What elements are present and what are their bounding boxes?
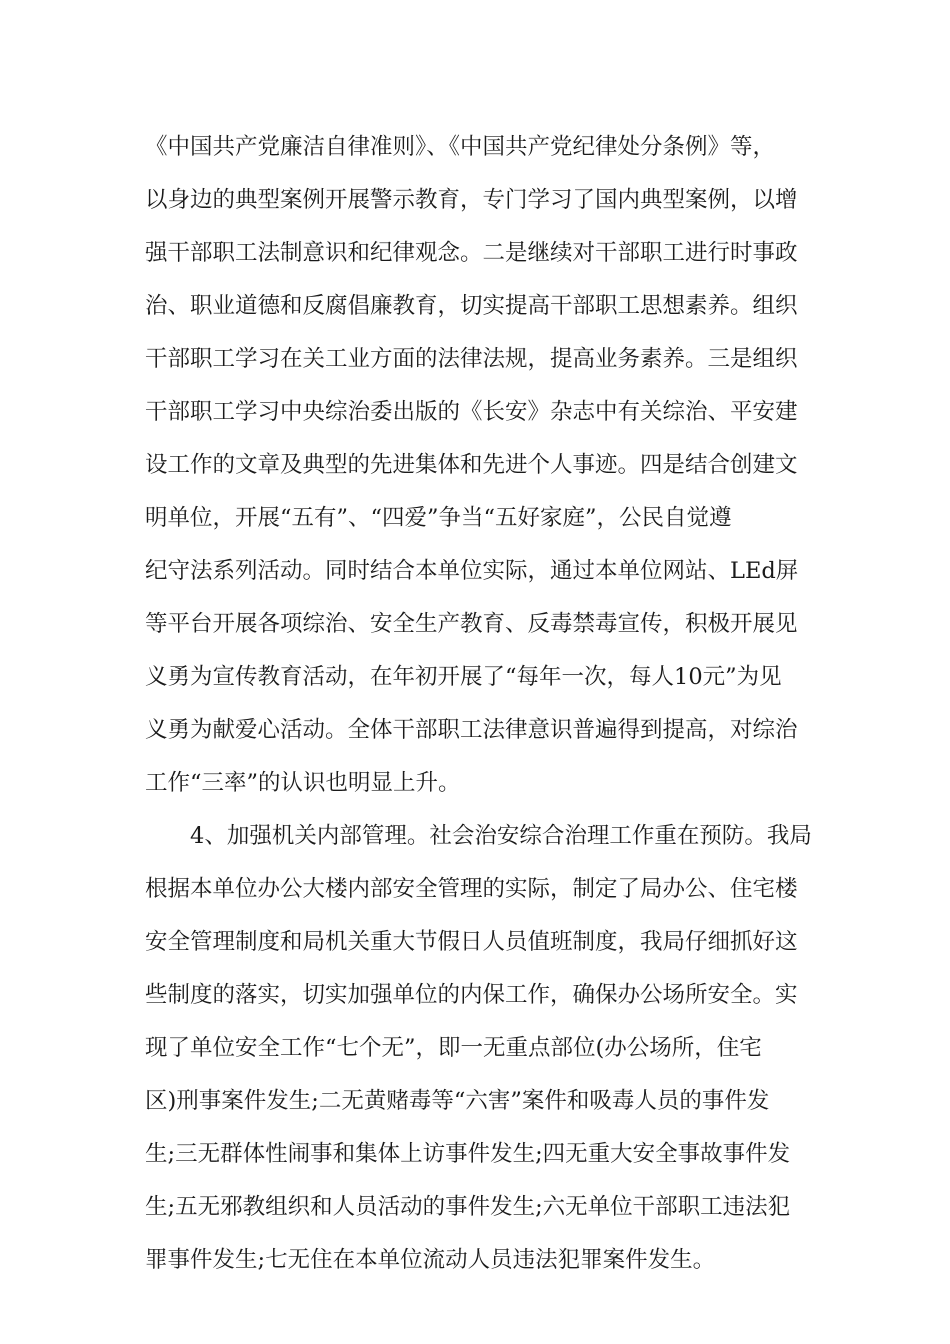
paragraph-2-line-6: 区)刑事案件发生;二无黄赌毒等“六害”案件和吸毒人员的事件发 xyxy=(145,1088,770,1114)
paragraph-2-line-7: 生;三无群体性闹事和集体上访事件发生;四无重大安全事故事件发 xyxy=(145,1141,791,1167)
paragraph-1-line-6: 干部职工学习中央综治委出版的《长安》杂志中有关综治、平安建 xyxy=(145,399,798,425)
paragraph-1-line-5: 干部职工学习在关工业方面的法律法规，提高业务素养。三是组织 xyxy=(145,346,798,372)
paragraph-2-line-4: 些制度的落实，切实加强单位的内保工作，确保办公场所安全。实 xyxy=(145,982,798,1008)
paragraph-1-line-10: 等平台开展各项综治、安全生产教育、反毒禁毒宣传，积极开展见 xyxy=(145,611,798,637)
paragraph-1-line-1: 《中国共产党廉洁自律准则》、《中国共产党纪律处分条例》等， xyxy=(145,134,776,160)
paragraph-1-line-9: 纪守法系列活动。同时结合本单位实际，通过本单位网站、LEd屏 xyxy=(145,558,799,584)
paragraph-2-line-5: 现了单位安全工作“七个无”，即一无重点部位(办公场所，住宅 xyxy=(145,1035,762,1061)
paragraph-1-line-4: 治、职业道德和反腐倡廉教育，切实提高干部职工思想素养。组织 xyxy=(145,293,798,319)
paragraph-1-line-13: 工作“三率”的认识也明显上升。 xyxy=(145,770,461,796)
paragraph-2-line-3: 安全管理制度和局机关重大节假日人员值班制度，我局仔细抓好这 xyxy=(145,929,798,955)
paragraph-1-line-8: 明单位，开展“五有”、“四爱”争当“五好家庭”，公民自觉遵 xyxy=(145,505,732,531)
paragraph-1-line-12: 义勇为献爱心活动。全体干部职工法律意识普遍得到提高，对综治 xyxy=(145,717,798,743)
paragraph-2-line-1: 4、加强机关内部管理。社会治安综合治理工作重在预防。我局 xyxy=(190,823,812,849)
paragraph-1-line-11: 义勇为宣传教育活动，在年初开展了“每年一次，每人10元”为见 xyxy=(145,664,782,690)
paragraph-2-line-2: 根据本单位办公大楼内部安全管理的实际，制定了局办公、住宅楼 xyxy=(145,876,798,902)
paragraph-2-line-8: 生;五无邪教组织和人员活动的事件发生;六无单位干部职工违法犯 xyxy=(145,1194,791,1220)
paragraph-2-line-9: 罪事件发生;七无住在本单位流动人员违法犯罪案件发生。 xyxy=(145,1247,716,1273)
paragraph-1-line-3: 强干部职工法制意识和纪律观念。二是继续对干部职工进行时事政 xyxy=(145,240,798,266)
paragraph-1-line-7: 设工作的文章及典型的先进集体和先进个人事迹。四是结合创建文 xyxy=(145,452,798,478)
paragraph-1-line-2: 以身边的典型案例开展警示教育，专门学习了国内典型案例，以增 xyxy=(145,187,798,213)
